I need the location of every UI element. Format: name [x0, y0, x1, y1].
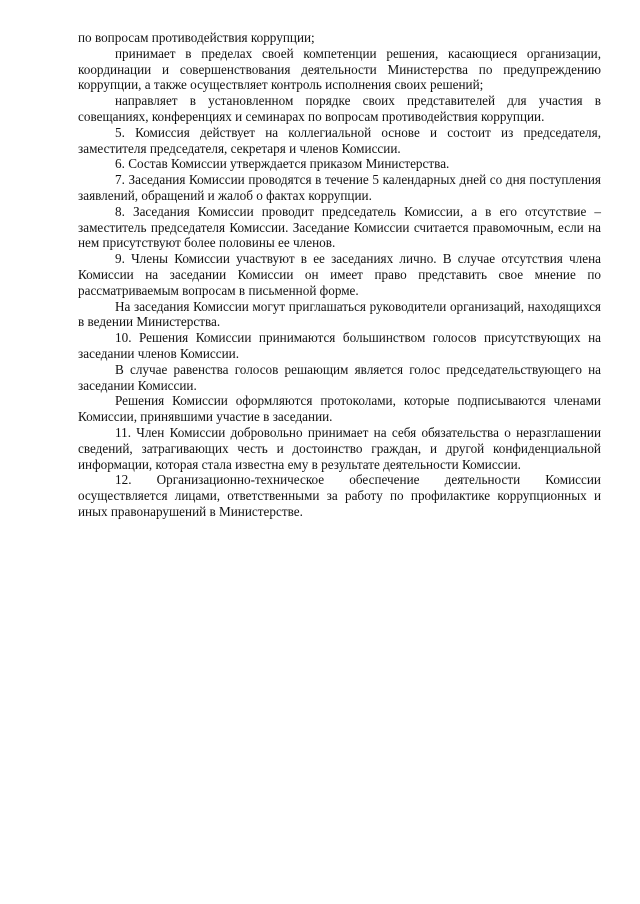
paragraph-item-9: 9. Члены Комиссии участвуют в ее заседаниях лично. В случае отсутствия члена Комиссии на заседании Комиссии он имеет право представить свое мнение по рассматриваемым вопросам в письменной форме.: [78, 251, 601, 298]
paragraph-item-7: 7. Заседания Комиссии проводятся в течение 5 календарных дней со дня поступления заявлений, обращений и жалоб о фактах коррупции.: [78, 172, 601, 203]
paragraph-representatives: направляет в установленном порядке своих представителей для участия в совещаниях, конференциях и семинарах по вопросам противодействия коррупции.: [78, 93, 601, 124]
paragraph-item-11: 11. Член Комиссии добровольно принимает на себя обязательства о неразглашении сведений, затрагивающих честь и достоинство граждан, и другой конфиденциальной информации, которая стала известна ему в результате деятельности Комиссии.: [78, 424, 601, 472]
paragraph-item-6: 6. Состав Комиссии утверждается приказом Министерства.: [115, 156, 450, 172]
document-page: [78, 30, 601, 520]
paragraph-item-8: 8. Заседания Комиссии проводит председатель Комиссии, а в его отсутствие – заместитель председателя Комиссии. Заседание Комиссии считается правомочным, если на нем присутствуют более половины ее членов.: [78, 203, 601, 251]
paragraph-invited-heads: На заседания Комиссии могут приглашаться руководители организаций, находящихся в ведении Министерства.: [78, 298, 601, 330]
paragraph-tie-vote: В случае равенства голосов решающим является голос председательствующего на заседании Комиссии.: [78, 361, 601, 393]
paragraph-item-12: 12. Организационно-техническое обеспечение деятельности Комиссии осуществляется лицами, ответственными за работу по профилактике коррупционных и иных правонарушений в Министерстве.: [78, 472, 601, 519]
paragraph-protocols: Решения Комиссии оформляются протоколами, которые подписываются членами Комиссии, принявшими участие в заседании.: [78, 393, 601, 425]
paragraph-item-5: 5. Комиссия действует на коллегиальной основе и состоит из председателя, заместителя председателя, секретаря и членов Комиссии.: [78, 124, 601, 156]
paragraph-item-10: 10. Решения Комиссии принимаются большинством голосов присутствующих на заседании членов Комиссии.: [78, 330, 601, 361]
paragraph-continuation: по вопросам противодействия коррупции;: [78, 30, 315, 45]
paragraph-competence-decisions: принимает в пределах своей компетенции решения, касающиеся организации, координации и совершенствования деятельности Министерства по предупреждению коррупции, а также осуществляет контроль исполнения своих решений;: [78, 45, 601, 93]
